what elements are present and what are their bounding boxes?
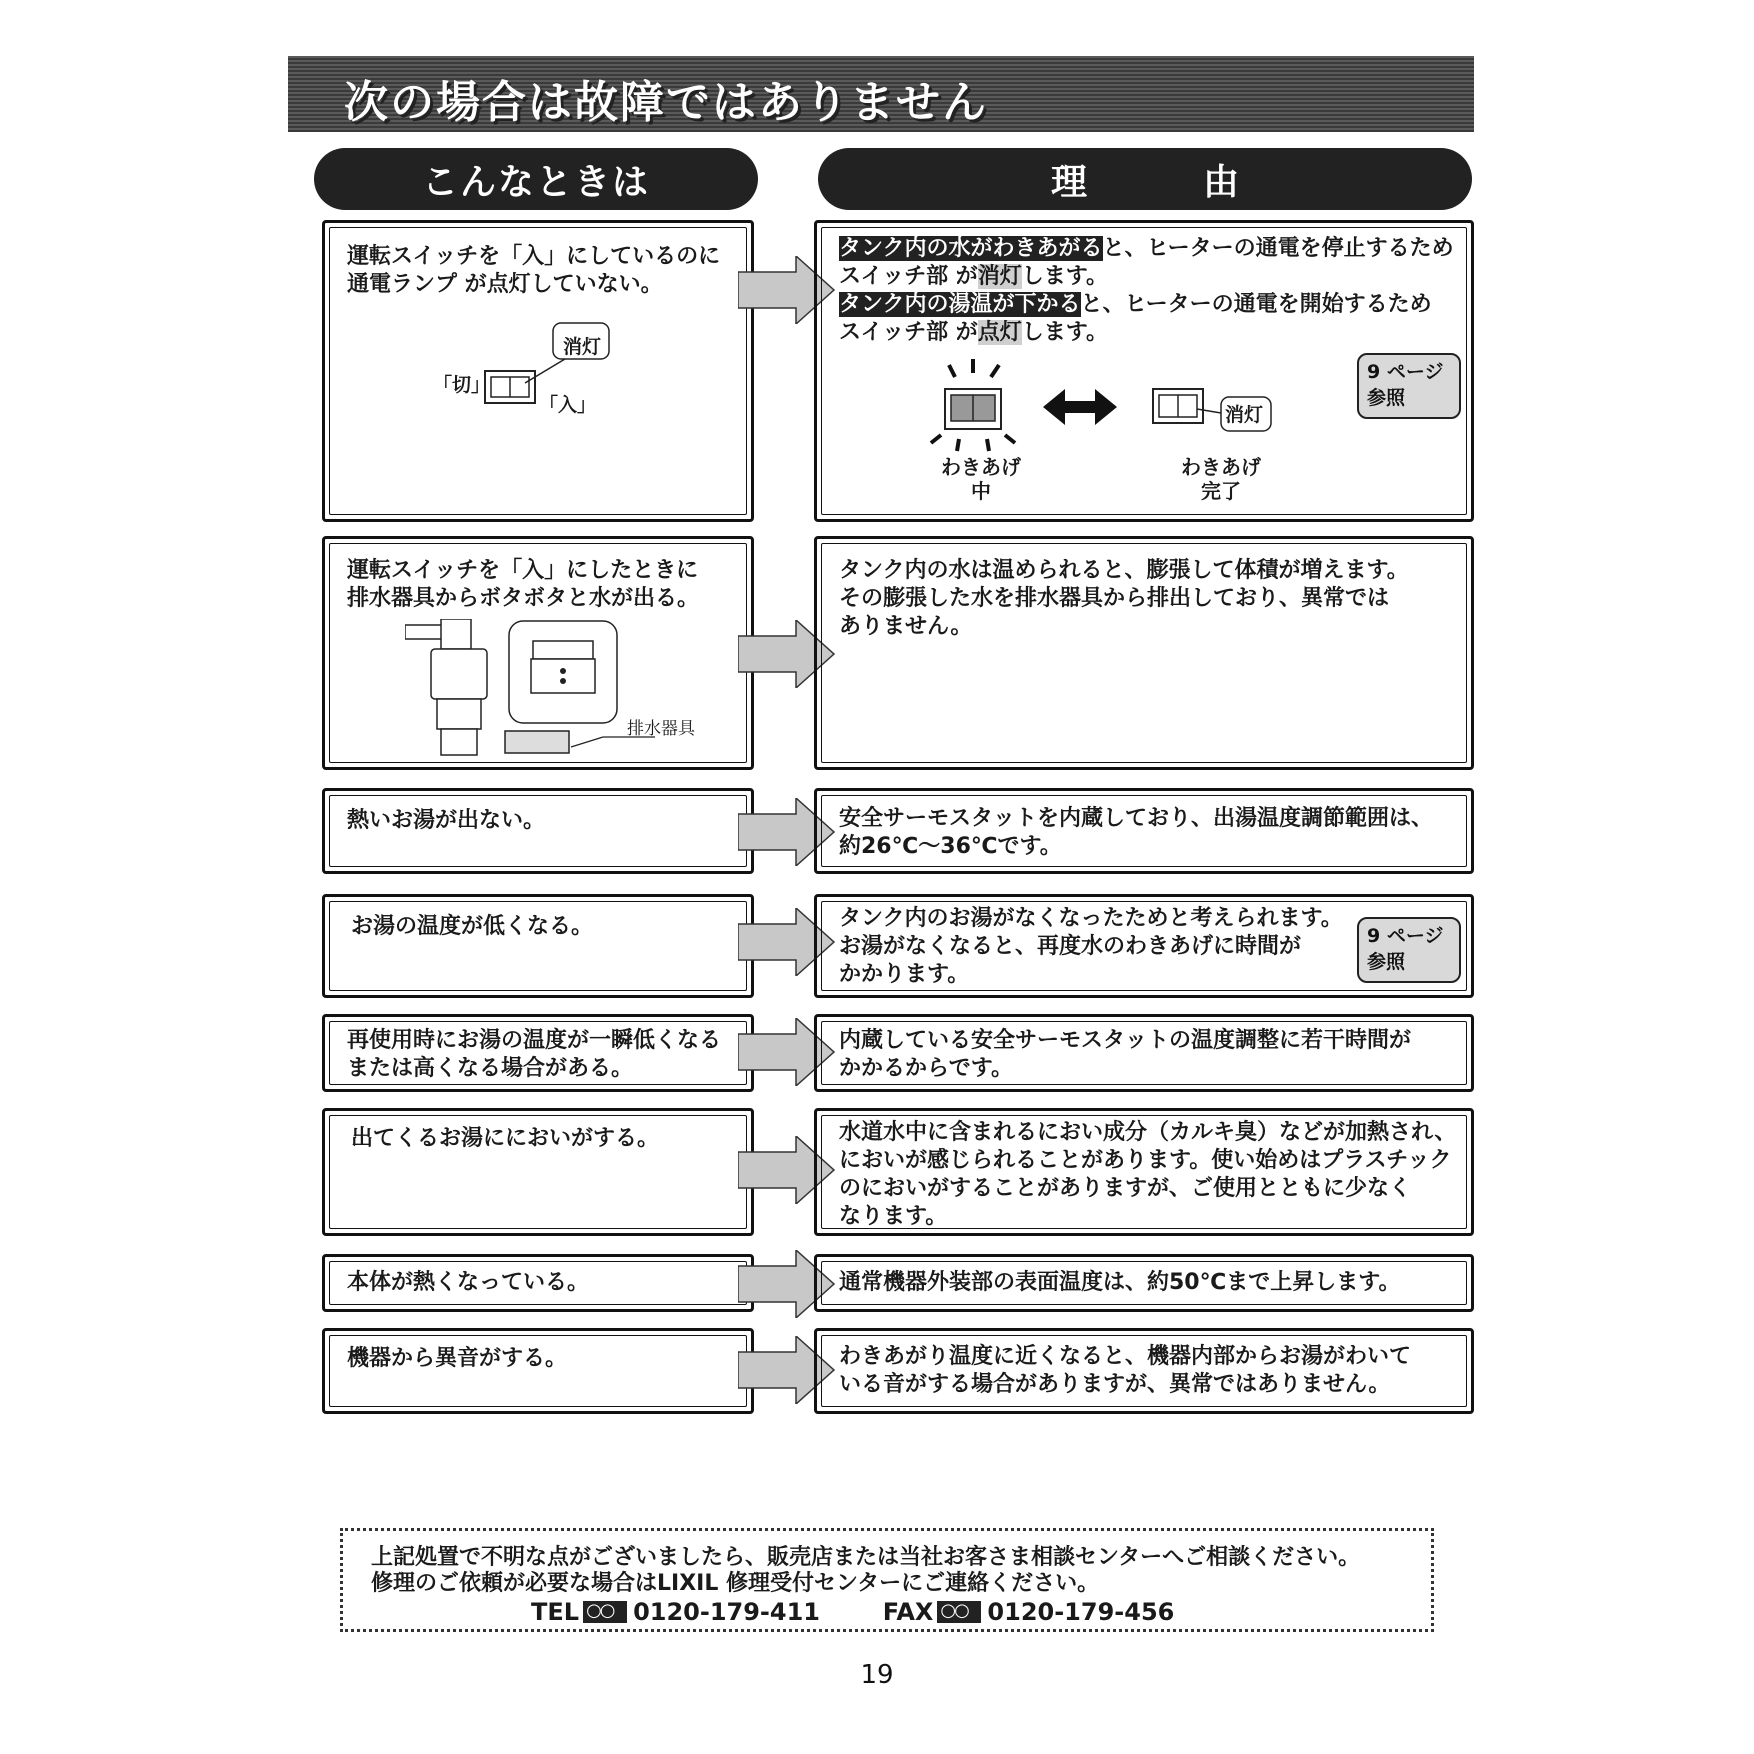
reason-text: わきあがり温度に近くなると、機器内部からお湯がわいて bbox=[839, 1344, 1412, 1369]
reason-text: ありません。 bbox=[839, 614, 973, 639]
reason-text: 水道水中に含まれるにおい成分（カルキ臭）などが加熱され、 bbox=[839, 1120, 1457, 1145]
reason-text: 安全サーモスタットを内蔵しており、出湯温度調節範囲は、 bbox=[839, 806, 1434, 831]
problem-text: 再使用時にお湯の温度が一瞬低くなる bbox=[347, 1028, 722, 1053]
reason-text: 約26℃～36℃です。 bbox=[839, 834, 1062, 859]
reason-text: なります。 bbox=[839, 1204, 948, 1229]
problem-text: 機器から異音がする。 bbox=[347, 1346, 568, 1371]
problem-text: または高くなる場合がある。 bbox=[347, 1056, 634, 1081]
problem-text: 通電ランプ が点灯していない。 bbox=[347, 272, 663, 297]
column-header-symptom: こんなときは bbox=[314, 148, 758, 210]
reason-text: においが感じられることがあります。使い始めはプラスチック bbox=[839, 1148, 1452, 1173]
drain-fitting-label: 排水器具 bbox=[627, 719, 695, 739]
reason-box-3 bbox=[814, 788, 1474, 874]
reason-text: タンク内の湯温が下かると、ヒーターの通電を開始するため bbox=[839, 292, 1432, 317]
problem-box-3 bbox=[322, 788, 754, 874]
reason-text: タンク内の水は温められると、膨張して体積が増えます。 bbox=[839, 558, 1409, 583]
fax-label: FAX bbox=[882, 1598, 934, 1626]
fax-number: 0120-179-456 bbox=[987, 1598, 1175, 1626]
tel-label: TEL bbox=[531, 1598, 580, 1626]
free-dial-icon bbox=[937, 1601, 981, 1623]
tel-number: 0120-179-411 bbox=[633, 1598, 820, 1626]
problem-text: 出てくるお湯ににおいがする。 bbox=[351, 1126, 660, 1151]
heating-label: わきあげ 中 bbox=[941, 455, 1021, 503]
notice-line: 修理のご依頼が必要な場合はLIXIL 修理受付センターにご連絡ください。 bbox=[371, 1571, 1100, 1596]
problem-box-8 bbox=[322, 1328, 754, 1414]
notice-line: 上記処置で不明な点がございましたら、販売店または当社お客さま相談センターへご相談ください。 bbox=[371, 1545, 1361, 1570]
switch-lit-icon bbox=[931, 359, 1015, 451]
problem-text: 熱いお湯が出ない。 bbox=[347, 808, 546, 833]
problem-text: 排水器具からボタボタと水が出る。 bbox=[347, 586, 700, 611]
reason-box-2 bbox=[814, 536, 1474, 770]
reason-box-1 bbox=[814, 220, 1474, 522]
reason-box-8 bbox=[814, 1328, 1474, 1414]
reason-box-7 bbox=[814, 1254, 1474, 1312]
reason-text: お湯がなくなると、再度水のわきあげに時間が bbox=[839, 934, 1302, 959]
switch-off-label: 「切」 bbox=[433, 374, 491, 396]
reason-text: タンク内の水がわきあがると、ヒーターの通電を停止するため bbox=[839, 236, 1454, 261]
switch-on-label: 「入」 bbox=[539, 394, 597, 416]
callout-label: 消灯 bbox=[563, 336, 602, 358]
reason-text: 通常機器外装部の表面温度は、約50℃まで上昇します。 bbox=[839, 1270, 1401, 1295]
reason-text: のにおいがすることがありますが、ご使用とともに少なく bbox=[839, 1176, 1412, 1201]
free-dial-icon bbox=[583, 1601, 627, 1623]
reason-text: かかるからです。 bbox=[839, 1056, 1014, 1081]
page-number: 19 bbox=[860, 1660, 894, 1690]
reason-box-4 bbox=[814, 894, 1474, 998]
page-reference-badge: 9 ページ 参照 bbox=[1357, 353, 1461, 419]
reason-text: かかります。 bbox=[839, 962, 970, 987]
heating-done-label: わきあげ 完了 bbox=[1181, 455, 1261, 503]
problem-box-2 bbox=[322, 536, 754, 770]
problem-text: お湯の温度が低くなる。 bbox=[351, 914, 594, 939]
double-arrow-icon bbox=[1043, 389, 1117, 425]
reason-text: タンク内のお湯がなくなったためと考えられます。 bbox=[839, 906, 1343, 931]
problem-box-7 bbox=[322, 1254, 754, 1312]
contact-notice bbox=[340, 1528, 1434, 1632]
callout-label: 消灯 bbox=[1225, 404, 1264, 426]
problem-text: 運転スイッチを「入」にしているのに bbox=[347, 244, 721, 269]
page-title: 次の場合は故障ではありません bbox=[344, 77, 988, 128]
reason-text: いる音がする場合がありますが、異常ではありません。 bbox=[839, 1372, 1391, 1397]
reason-box-5 bbox=[814, 1014, 1474, 1092]
contact-numbers bbox=[531, 1599, 1174, 1625]
column-header-reason: 理 由 bbox=[818, 148, 1472, 210]
reason-text: スイッチ部 が点灯します。 bbox=[839, 320, 1109, 345]
problem-text: 運転スイッチを「入」にしたときに bbox=[347, 558, 699, 583]
problem-box-5 bbox=[322, 1014, 754, 1092]
problem-box-6 bbox=[322, 1108, 754, 1236]
reason-text: スイッチ部 が消灯します。 bbox=[839, 264, 1109, 289]
problem-text: 本体が熱くなっている。 bbox=[347, 1270, 590, 1295]
page-reference-badge: 9 ページ 参照 bbox=[1357, 917, 1461, 983]
reason-box-6 bbox=[814, 1108, 1474, 1236]
reason-text: 内蔵している安全サーモスタットの温度調整に若干時間が bbox=[839, 1028, 1412, 1053]
page-header-banner bbox=[288, 56, 1474, 132]
problem-box-1 bbox=[322, 220, 754, 522]
problem-box-4 bbox=[322, 894, 754, 998]
reason-text: その膨張した水を排水器具から排出しており、異常では bbox=[839, 586, 1390, 611]
